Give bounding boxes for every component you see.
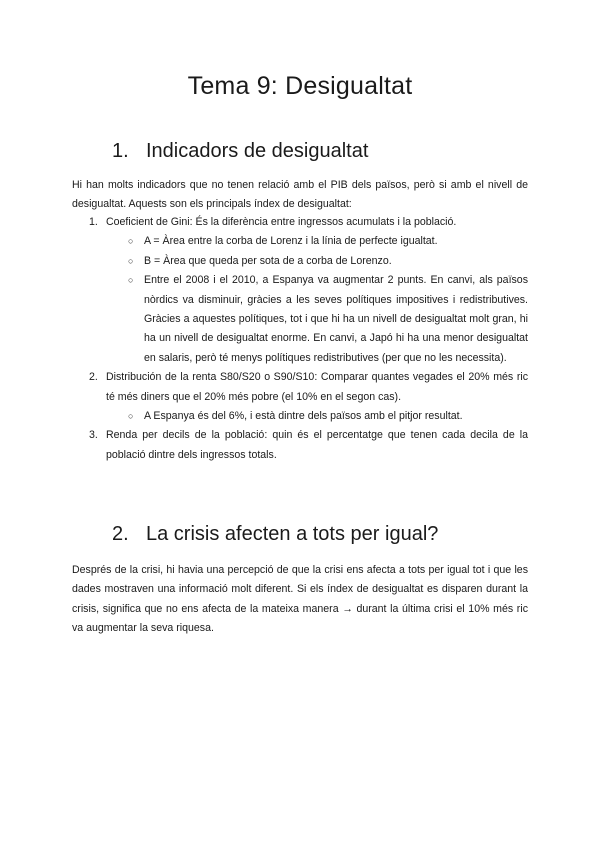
section-number: 2. [112, 523, 129, 545]
section-number: 1. [112, 140, 129, 162]
list-item-text: Renda per decils de la població: quin és el percentatge que tenen cada decila de la població dintre dels ingressos totals. [106, 429, 528, 461]
list-marker: 3. [89, 429, 98, 442]
sub-item-text: A = Àrea entre la corba de Lorenz i la línia de perfecte igualtat. [144, 235, 438, 248]
section-title: Indicadors de desigualtat [146, 140, 369, 162]
sub-list [106, 232, 528, 368]
list-marker: 1. [89, 216, 98, 228]
list-item-text: Coeficient de Gini: És la diferència entre ingressos acumulats i la població. [106, 216, 457, 228]
bullet-icon: ○ [128, 236, 134, 247]
sub-item-text: Entre el 2008 i el 2010, a Espanya va augmentar 2 punts. En canvi, als països nòrdics va disminuir, gràcies a les seves polítiques impositives i redistributives. Gràcies a aquestes polítiques, tot i que hi ha un nivell de desigualtat molt gran, hi ha un nivell de desigualtat enorme. En canvi, a Japó hi ha una menor desigualtat en salaris, però té menys polítiques redistributives (per que no les necessita). [144, 274, 528, 364]
indicators-list [72, 213, 528, 465]
section-heading [112, 523, 438, 546]
list-item-distribution [72, 368, 528, 426]
sub-item-text: B = Àrea que queda per sota de a corba de Lorenzo. [144, 254, 392, 267]
list-item-deciles [72, 426, 528, 465]
section-heading [112, 140, 368, 163]
list-item-text: Distribución de la renta S80/S20 o S90/S10: Comparar quantes vegades el 20% més ric té més diners que el 20% més pobre (el 10% en el segon cas). [106, 371, 528, 403]
intro-paragraph: Hi han molts indicadors que no tenen relació amb el PIB dels països, però si amb el nivell de desigualtat. Aquests son els principals índex de desigualtat: [72, 179, 528, 211]
section-title: La crisis afecten a tots per igual? [146, 523, 439, 545]
sub-list-item [106, 252, 528, 271]
sub-item-text: A Espanya és del 6%, i està dintre dels països amb el pitjor resultat. [144, 410, 463, 423]
sub-list [106, 407, 528, 426]
page-title: Tema 9: Desigualtat [187, 72, 413, 100]
crisis-paragraph: Després de la crisi, hi havia una percepció de que la crisi ens afecta a tots per igual tot i que les dades mostraven una informació molt diferent. Si els índex de desigualtat es disparen durant la crisis, significa que no ens afecta de la mateixa manera → durant la última crisi el 10% més ric va augmentar la seva riquesa. [72, 564, 528, 635]
sub-list-item [106, 407, 528, 426]
bullet-icon: ○ [128, 275, 134, 286]
list-item-gini [72, 213, 528, 368]
bullet-icon: ○ [128, 411, 134, 422]
bullet-icon: ○ [128, 255, 134, 266]
list-marker: 2. [89, 371, 98, 384]
sub-list-item [106, 271, 528, 368]
sub-list-item [106, 232, 528, 251]
